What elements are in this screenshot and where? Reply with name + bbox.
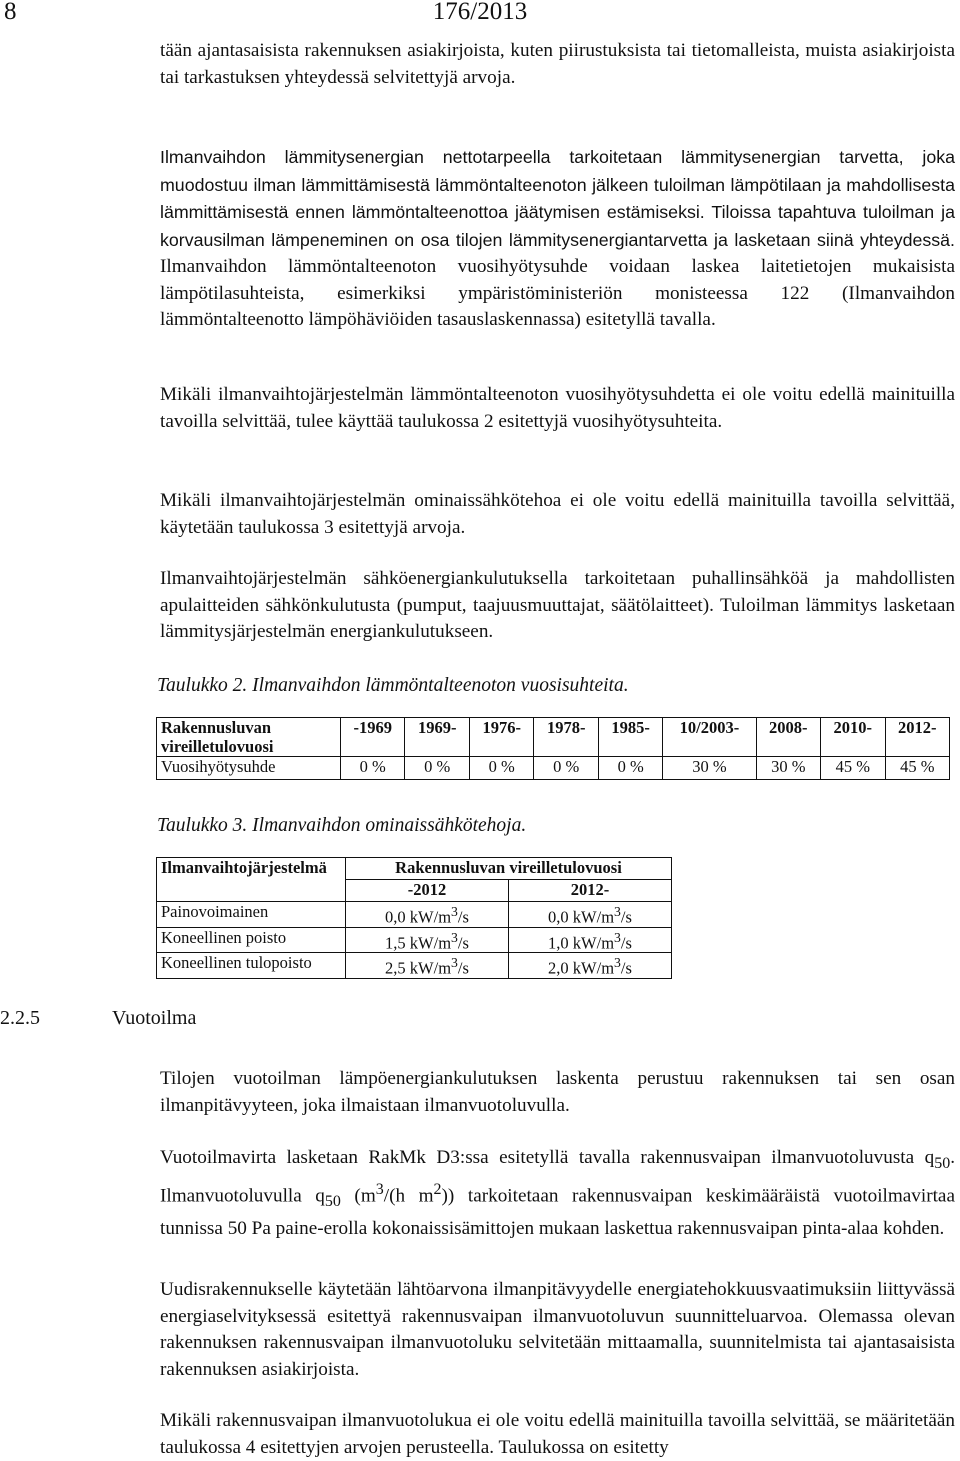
table3-row-label: Koneellinen tulopoisto xyxy=(157,953,346,979)
table2-year: 1978- xyxy=(534,718,598,757)
table2-header-label: Rakennusluvan vireilletulovuosi xyxy=(157,718,341,757)
table-row xyxy=(157,757,950,780)
leakage-text-e: )) tarkoitetaan rakennusvaipan keskimääräistä vuotoilmavirtaa tunnissa 50 Pa paine-erolla kokonaissisämittojen mukaan laskettua rakennusvaipan pinta-alaa kohden. xyxy=(160,1185,955,1240)
unit-exponent: 3 xyxy=(451,904,458,919)
table3-value: 0,0 kW/m xyxy=(385,907,452,927)
unit-tail: /s xyxy=(620,907,632,927)
paragraph-electricity: Ilmanvaihtojärjestelmän sähköenergiankulutuksella tarkoitetaan puhallinsähköä ja mahdollisten apulaitteiden sähkönkulutusta (pumput, taajuusmuuttajat, säätölaitteet). Tuloilman lämmitys lasketaan lämmitysjärjestelmän energiankulutukseen. xyxy=(160,568,955,642)
table3-value: 2,5 kW/m xyxy=(385,958,452,978)
table2-row-label: Vuosihyötysuhde xyxy=(157,757,341,780)
table3-group-header: Rakennusluvan vireilletulovuosi xyxy=(346,858,672,880)
leakage-text-d: /(h m xyxy=(383,1185,434,1207)
table2-year: -1969 xyxy=(341,718,405,757)
section-heading xyxy=(0,1007,196,1030)
unit-tail: /s xyxy=(620,958,632,978)
q50-subscript: 50 xyxy=(324,1193,341,1211)
unit-tail: /s xyxy=(457,933,469,952)
exponent: 2 xyxy=(433,1181,442,1199)
table3-value: 0,0 kW/m xyxy=(548,907,615,927)
table2-year: 10/2003- xyxy=(663,718,756,757)
table-specific-fan-power xyxy=(156,857,672,979)
table2-value: 0 % xyxy=(405,757,469,780)
table3-cell xyxy=(508,927,671,953)
unit-exponent: 3 xyxy=(614,955,621,970)
table2-year: 2010- xyxy=(821,718,885,757)
table2-year: 2008- xyxy=(756,718,820,757)
paragraph-intro: tään ajantasaisista rakennuksen asiakirjoista, kuten piirustuksista tai tietomalleista, muista asiakirjoista tai tarkastuksen yhteydessä selvitettyjä arvoja. xyxy=(160,40,955,88)
section-number: 2.2.5 xyxy=(0,1007,40,1029)
paragraph-efficiency-fallback: Mikäli ilmanvaihtojärjestelmän lämmöntalteenoton vuosihyötysuhdetta ei ole voitu edellä mainituilla tavoilla selvittää, tulee käyttää taulukossa 2 esitettyjä vuosihyötysuhteita. xyxy=(160,384,955,432)
table-row xyxy=(157,927,672,953)
table2-year: 1969- xyxy=(405,718,469,757)
table2-value: 45 % xyxy=(885,757,950,780)
unit-tail: /s xyxy=(620,933,632,952)
paragraph-sfp-fallback: Mikäli ilmanvaihtojärjestelmän ominaissähkötehoa ei ole voitu edellä mainituilla tavoilla selvittää, käytetään taulukossa 3 esitettyjä arvoja. xyxy=(160,490,955,538)
table-row xyxy=(157,858,672,880)
table-heat-recovery xyxy=(156,717,950,780)
table3-caption: Taulukko 3. Ilmanvaihdon ominaissähkötehoja. xyxy=(157,815,527,836)
table2-year: 1985- xyxy=(598,718,662,757)
unit-exponent: 3 xyxy=(614,904,621,919)
leakage-text-c: (m xyxy=(340,1185,376,1207)
paragraph-table4-reference: Mikäli rakennusvaipan ilmanvuotolukua ei ole voitu edellä mainituilla tavoilla selvittää, se määritetään taulukossa 4 esitettyjen arvojen perusteella. Taulukossa on esitetty xyxy=(160,1410,955,1458)
table3-row-label: Koneellinen poisto xyxy=(157,927,346,953)
leakage-text-a: Vuotoilmavirta lasketaan RakMk D3:ssa esitetyllä tavalla rakennusvaipan ilmanvuotoluvusta q xyxy=(160,1147,935,1168)
table3-cell xyxy=(346,927,509,953)
table3-subheader: 2012- xyxy=(508,880,671,902)
table2-value: 0 % xyxy=(598,757,662,780)
table3-value: 1,0 kW/m xyxy=(548,933,615,952)
table3-cell xyxy=(346,902,509,928)
table2-value: 45 % xyxy=(821,757,885,780)
q50-subscript: 50 xyxy=(934,1154,951,1172)
table3-cell xyxy=(346,953,509,979)
unit-tail: /s xyxy=(457,958,469,978)
leakage-text-b: . Ilmanvuotoluvulla q xyxy=(160,1147,955,1207)
section-title: Vuotoilma xyxy=(112,1007,197,1029)
table3-value: 2,0 kW/m xyxy=(548,958,615,978)
table-row xyxy=(157,902,672,928)
unit-exponent: 3 xyxy=(614,929,621,945)
table2-year: 1976- xyxy=(469,718,533,757)
table3-subheader: -2012 xyxy=(346,880,509,902)
table2-value: 0 % xyxy=(469,757,533,780)
document-number: 176/2013 xyxy=(432,0,528,25)
unit-exponent: 3 xyxy=(451,929,458,945)
paragraph-heating-demand-text: Ilmanvaihdon lämmitysenergian nettotarpeella tarkoitetaan lämmitysenergian tarvetta, joka muodostuu ilman lämmittämisestä lämmöntalteenoton jälkeen tuloilman lämpötilaan ja mahdollisesta lämmittämisestä ennen lämmöntalteenottoa jäätymisen estämiseksi. Tiloissa tapahtuva tuloilman ja korvausilman lämpeneminen on osa tilojen lämmitysenergiantarvetta ja lasketaan siinä yhteydessä. xyxy=(160,147,955,250)
table3-col1-header: Ilmanvaihtojärjestelmä xyxy=(157,858,346,902)
table-row xyxy=(157,718,950,757)
table2-value: 0 % xyxy=(341,757,405,780)
table2-value: 0 % xyxy=(534,757,598,780)
table2-year: 2012- xyxy=(885,718,950,757)
table3-row-label: Painovoimainen xyxy=(157,902,346,928)
exponent: 3 xyxy=(375,1181,384,1199)
table-row xyxy=(157,953,672,979)
table2-value: 30 % xyxy=(663,757,756,780)
page-number: 8 xyxy=(4,0,17,25)
table2-caption: Taulukko 2. Ilmanvaihdon lämmöntalteenoton vuosisuhteita. xyxy=(157,675,629,696)
table2-value: 30 % xyxy=(756,757,820,780)
paragraph-new-buildings: Uudisrakennukselle käytetään lähtöarvona ilmanpitävyydelle energiatehokkuusvaatimuksiin liittyvässä energiaselvityksessä esitettyä rakennusvaipan ilmanvuotoluvun suunnitteluarvoa. Olemassa olevan rakennuksen rakennusvaipan ilmanvuotoluku selvitetään mittaamalla, suunnitelmista tai ajantasaisista rakennuksen asiakirjoista. xyxy=(160,1279,955,1380)
unit-exponent: 3 xyxy=(451,955,458,970)
table3-value: 1,5 kW/m xyxy=(385,933,452,952)
table3-cell xyxy=(508,953,671,979)
paragraph-leakage-flow xyxy=(160,1145,955,1243)
unit-tail: /s xyxy=(457,907,469,927)
paragraph-heating-demand xyxy=(160,144,955,334)
table3-cell xyxy=(508,902,671,928)
paragraph-leakage-intro: Tilojen vuotoilman lämpöenergiankulutuksen laskenta perustuu rakennuksen tai sen osan ilmanpitävyyteen, joka ilmaistaan ilmanvuotoluvulla. xyxy=(160,1068,955,1116)
paragraph-heat-recovery-text: Ilmanvaihdon lämmöntalteenoton vuosihyötysuhde voidaan laskea laitetietojen mukaisista lämpötilasuhteista, esimerkiksi ympäristöministeriön monisteessa 122 (Ilmanvaihdon lämmöntalteenotto lämpöhäviöiden tasauslaskennassa) esitetyllä tavalla. xyxy=(160,256,955,330)
